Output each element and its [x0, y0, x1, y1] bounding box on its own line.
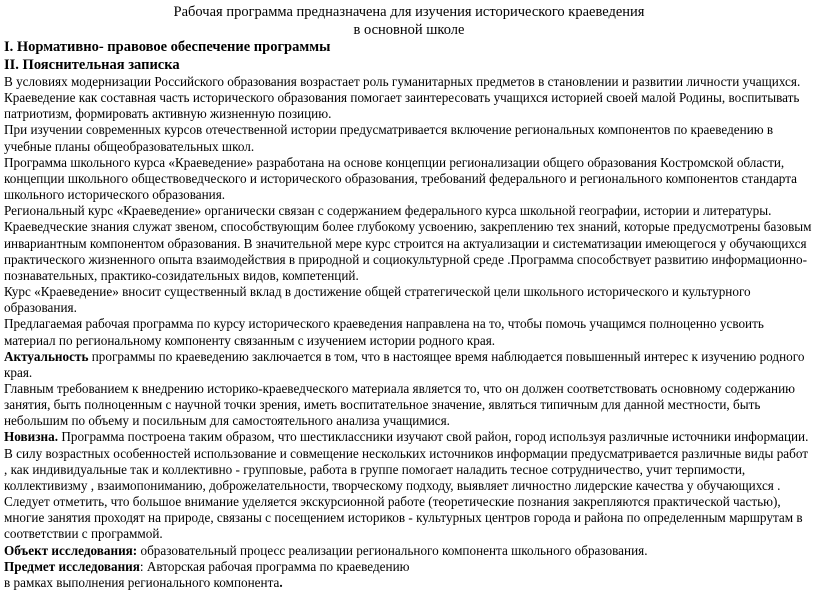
paragraph-program-basis: Программа школьного курса «Краеведение» разработана на основе концепции регионализации общего образования Костромской области, концепции школьного обществоведческого и исторического образования, требований федерального и регионального компонентов стандарта школьного исторического образования. [4, 154, 797, 203]
paragraph-regional-course: Региональный курс «Краеведение» органически связан с содержанием федерального курса школьной географии, истории и литературы. Краеведческие знания служат звеном, способствующим более глубокому усвоению, закреплению тех знаний, которые предусмотрены базовым инвариантным компонентом образования. В значительной мере курс строится на актуализации и систематизации имеющегося у обучающихся практического жизненного опыта взаимодействия в природной и социокультурной среде .Программа способствует развитию информационно-познавательных, практико-созидательных видов, компетенций. [4, 203, 812, 283]
research-subject-label: Предмет исследования [4, 558, 140, 574]
relevance-label: Актуальность [4, 348, 89, 364]
research-subject-text: : Авторская рабочая программа по краеведению [139, 558, 410, 574]
paragraph-research-object [4, 543, 814, 559]
paragraph-courses: При изучении современных курсов отечественной истории предусматривается включение региональных компонентов по краеведению в учебные планы общеобразовательных школ. [4, 122, 774, 154]
research-object-text: образовательный процесс реализации регионального компонента школьного образования. [137, 542, 648, 558]
paragraph-main-requirement: Главным требованием к внедрению историко-краеведческого материала является то, что он должен соответствовать основному содержанию занятия, быть полноценным с научной точки зрения, иметь воспитательное значение, являться типичным для данной местности, быть небольшим по объему и посильным для самостоятельного анализа учащимися. [4, 380, 795, 429]
paragraph-novelty [4, 429, 814, 542]
paragraph-intro: В условиях модернизации Российского образования возрастает роль гуманитарных предметов в становлении и развитии личности учащихся. Краеведение как составная часть исторического образования помогает заинтересовать учащихся историей своей малой Родины, воспитывать патриотизм, формировать активную жизненную позицию. [4, 74, 801, 122]
relevance-text: программы по краеведению заключается в том, что в настоящее время наблюдается повышенный интерес к изучению родного края. [4, 348, 805, 380]
paragraph-course-contribution: Курс «Краеведение» вносит существенный вклад в достижение общей стратегической цели школьного исторического и культурного образования. [4, 284, 751, 316]
document-title [4, 4, 814, 39]
regional-frame-period: . [279, 574, 283, 590]
section-heading-normative [4, 39, 814, 57]
paragraph-relevance [4, 349, 814, 381]
section-heading-explanatory: II. Пояснительная записка [4, 56, 180, 73]
title-line-2: в основной школе [353, 21, 465, 38]
section-heading-text: . Нормативно- правовое обеспечение программы [9, 39, 331, 55]
regional-frame-text: в рамках выполнения регионального компонента [4, 574, 280, 590]
title-line-1: Рабочая программа предназначена для изучения исторического краеведения [173, 4, 645, 20]
section-heading-number: I [4, 39, 10, 55]
paragraph-proposed-program: Предлагаемая рабочая программа по курсу исторического краеведения направлена на то, чтобы помочь учащимся полноценно усвоить материал по региональному компоненту связанным с изучением истории родного края. [4, 316, 764, 348]
document-page [4, 4, 814, 591]
paragraph-research-subject [4, 559, 814, 575]
novelty-text: Программа построена таким образом, что шестиклассники изучают свой район, город используя различные источники информации. В силу возрастных особенностей использование и совмещение нескольких источников информации предусматривается различные виды работ , как индивидуальные так и коллективно - групповые, работа в группе помогает наладить тесное сотрудничество, учит терпимости, коллективизму , взаимопониманию, доброжелательности, творческому подходу, выявляет личностно лидерские качества у обучающихся . Следует отметить, что большое внимание уделяется экскурсионной работе (теоретические познания закрепляются практической частью), многие занятия проходят на природе, связаны с посещением историков - культурных центров города и района по определенным маршрутам в соответствии с программой. [4, 429, 809, 542]
novelty-label: Новизна. [4, 429, 59, 445]
research-object-label: Объект исследования: [4, 542, 138, 558]
paragraph-regional-frame [4, 575, 814, 591]
